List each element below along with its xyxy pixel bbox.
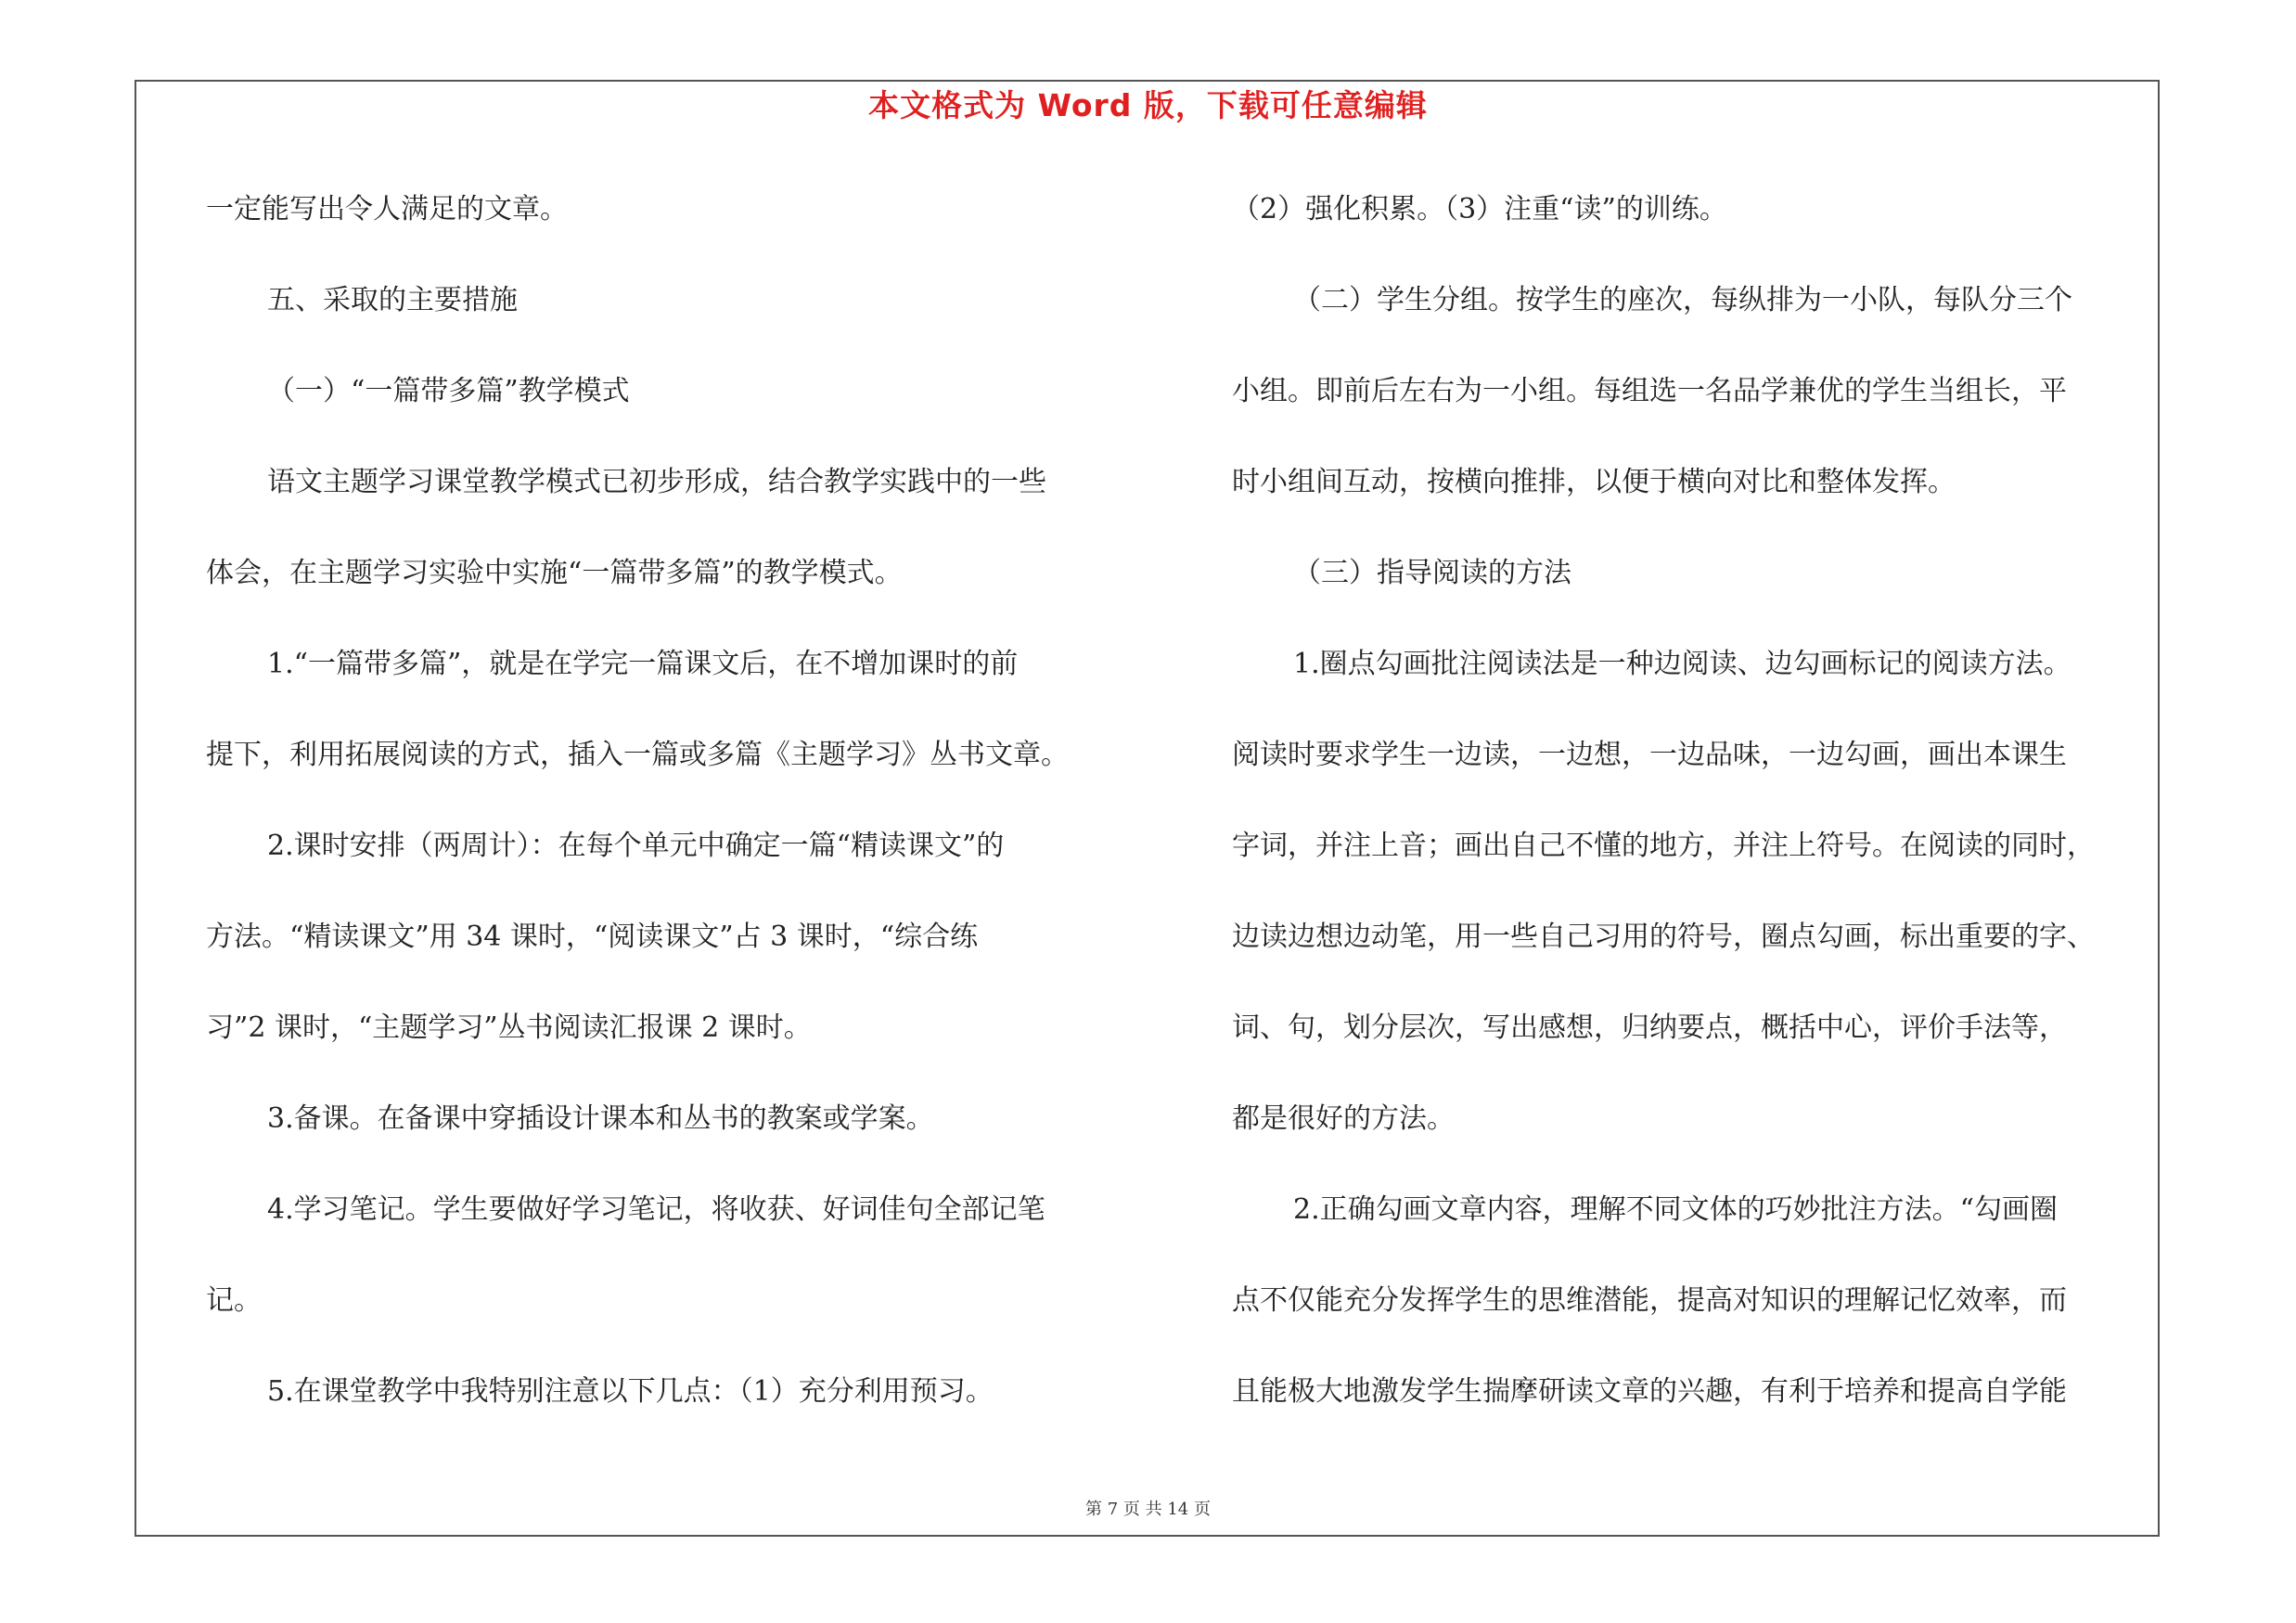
text-line: 词、句，划分层次，写出感想，归纳要点，概括中心，评价手法等， — [1232, 1011, 2067, 1044]
text-line: （2）强化积累。（3）注重“读”的训练。 — [1232, 193, 1727, 225]
text-line: 边读边想边动笔，用一些自己习用的符号，圈点勾画，标出重要的字、 — [1232, 921, 2095, 953]
text-line: 体会，在主题学习实验中实施“一篇带多篇”的教学模式。 — [206, 557, 903, 589]
text-line: （三）指导阅读的方法 — [1293, 557, 1571, 589]
page-number-footer: 第 7 页 共 14 页 — [1085, 1500, 1211, 1519]
text-line: （二）学生分组。按学生的座次，每纵排为一小队，每队分三个 — [1293, 284, 2072, 316]
right-column — [1232, 182, 2155, 1455]
text-line: 习”2 课时，“主题学习”丛书阅读汇报课 2 课时。 — [206, 1011, 812, 1044]
text-line: 语文主题学习课堂教学模式已初步形成，结合教学实践中的一些 — [267, 466, 1046, 498]
left-column — [206, 182, 1124, 1455]
text-line: 阅读时要求学生一边读，一边想，一边品味，一边勾画，画出本课生 — [1232, 739, 2067, 771]
text-line: 2.课时安排（两周计）：在每个单元中确定一篇“精读课文”的 — [267, 830, 1005, 862]
text-line: 1.“一篇带多篇”，就是在学完一篇课文后，在不增加课时的前 — [267, 648, 1019, 680]
text-line: 4.学习笔记。学生要做好学习笔记，将收获、好词佳句全部记笔 — [267, 1193, 1045, 1226]
text-line: 方法。“精读课文”用 34 课时，“阅读课文”占 3 课时，“综合练 — [206, 921, 979, 953]
text-line: 字词，并注上音；画出自己不懂的地方，并注上符号。在阅读的同时， — [1232, 830, 2095, 862]
text-line: 提下，利用拓展阅读的方式，插入一篇或多篇《主题学习》丛书文章。 — [206, 739, 1069, 771]
text-line: 小组。即前后左右为一小组。每组选一名品学兼优的学生当组长，平 — [1232, 375, 2067, 407]
text-line: 时小组间互动，按横向推排，以便于横向对比和整体发挥。 — [1232, 466, 1956, 498]
text-line: 2.正确勾画文章内容，理解不同文体的巧妙批注方法。“勾画圈 — [1293, 1193, 2058, 1226]
text-line: 5.在课堂教学中我特别注意以下几点：（1）充分利用预习。 — [267, 1375, 994, 1408]
text-line: 点不仅能充分发挥学生的思维潜能，提高对知识的理解记忆效率，而 — [1232, 1284, 2067, 1317]
text-line: 一定能写出令人满足的文章。 — [206, 193, 568, 225]
text-line: 3.备课。在备课中穿插设计课本和丛书的教案或学案。 — [267, 1102, 934, 1135]
text-line: 五、采取的主要措施 — [267, 284, 518, 316]
text-line: 且能极大地激发学生揣摩研读文章的兴趣，有利于培养和提高自学能 — [1232, 1375, 2067, 1408]
word-format-banner: 本文格式为 Word 版，下载可任意编辑 — [868, 87, 1428, 123]
text-line: 都是很好的方法。 — [1232, 1102, 1455, 1135]
text-line: 1.圈点勾画批注阅读法是一种边阅读、边勾画标记的阅读方法。 — [1293, 648, 2072, 680]
text-line: （一）“一篇带多篇”教学模式 — [267, 375, 630, 407]
text-line: 记。 — [206, 1284, 262, 1317]
